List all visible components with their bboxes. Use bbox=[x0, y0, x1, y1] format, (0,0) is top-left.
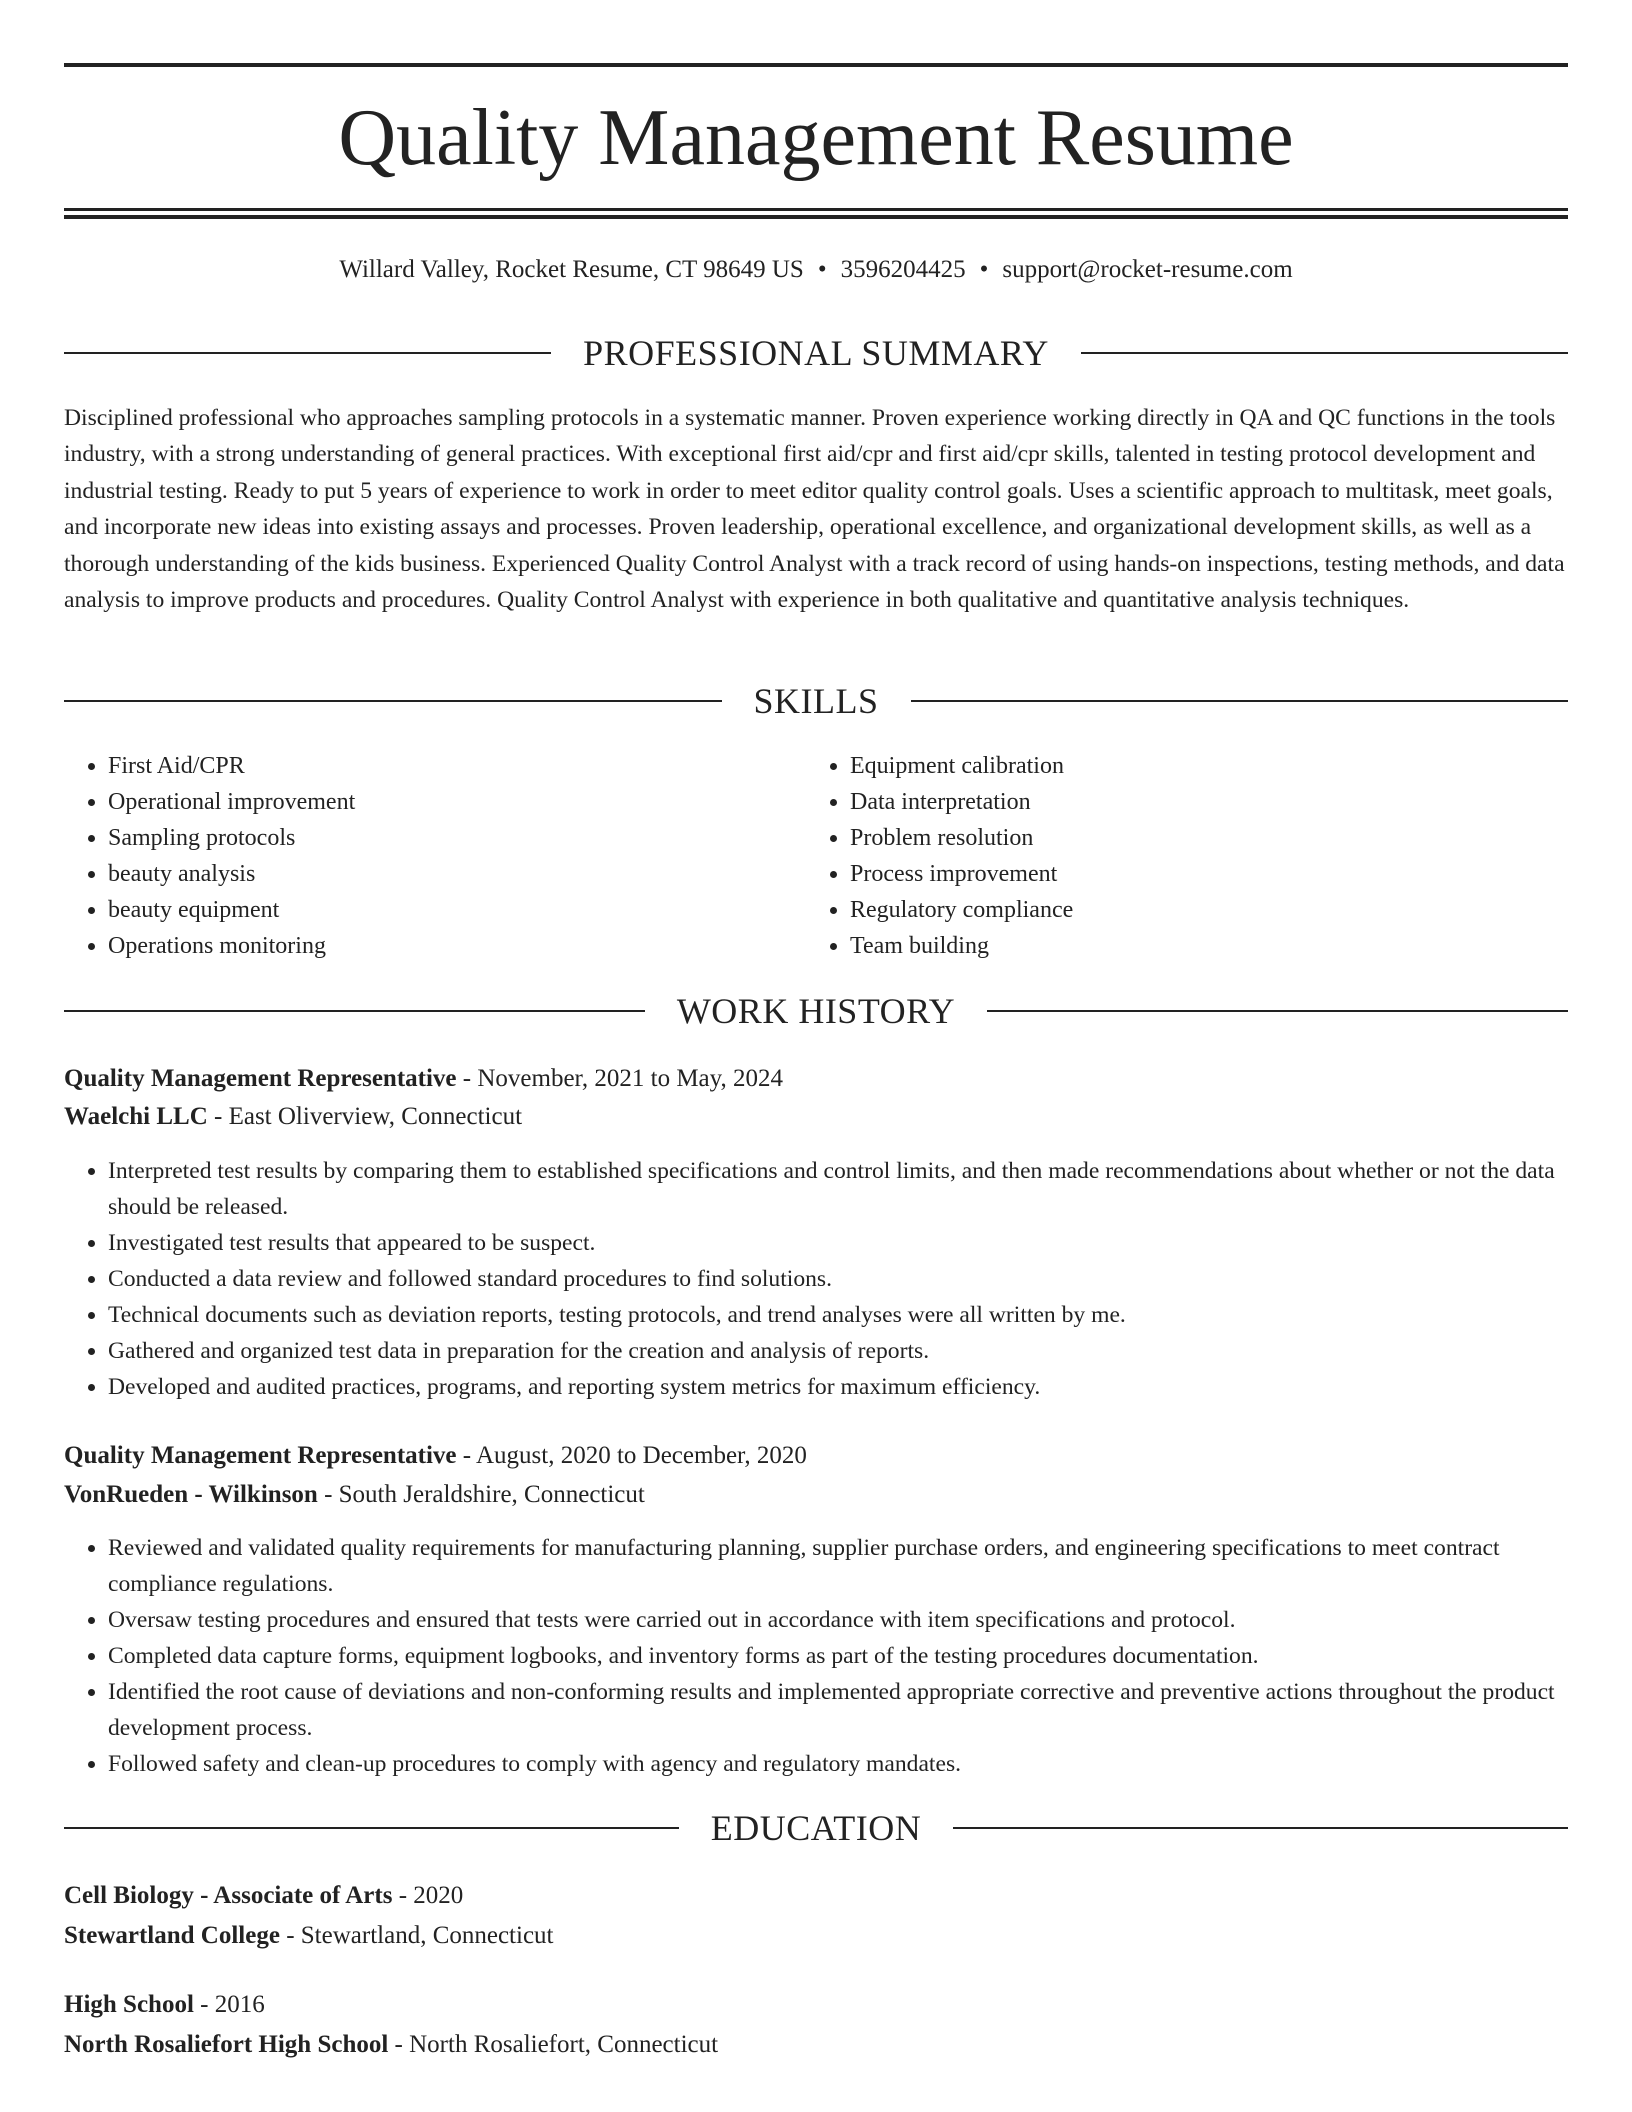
skill-item: • Process improvement bbox=[850, 856, 1073, 892]
skill-item: • Data interpretation bbox=[850, 784, 1073, 820]
job-bullet: • Identified the root cause of deviations and non-conforming results and implemented appropriate corrective and preventive actions throughout the product development process. bbox=[108, 1674, 1568, 1746]
job-title: Quality Management Representative bbox=[64, 1442, 457, 1469]
education-degree: High School bbox=[64, 1991, 194, 2018]
contact-separator: • bbox=[817, 256, 827, 283]
section-rule bbox=[64, 1827, 679, 1829]
education-location: - Stewartland, Connecticut bbox=[286, 1922, 554, 1949]
job-bullet: • Investigated test results that appeared to be suspect. bbox=[108, 1225, 1568, 1261]
skill-item: • Sampling protocols bbox=[108, 820, 355, 856]
skills-list-right bbox=[806, 748, 1073, 964]
education-degree: Cell Biology - Associate of Arts bbox=[64, 1882, 393, 1909]
job-bullet: • Completed data capture forms, equipment logbooks, and inventory forms as part of the testing procedures documentation. bbox=[108, 1638, 1568, 1674]
skill-item: • Equipment calibration bbox=[850, 748, 1073, 784]
job-title-line bbox=[64, 1061, 1568, 1097]
skill-item: • beauty equipment bbox=[108, 892, 355, 928]
job-location: - East Oliverview, Connecticut bbox=[214, 1103, 523, 1130]
skill-item: • First Aid/CPR bbox=[108, 748, 355, 784]
education-location: - North Rosaliefort, Connecticut bbox=[394, 2031, 719, 2058]
job-title-line bbox=[64, 1438, 1568, 1474]
summary-text: Disciplined professional who approaches sampling protocols in a systematic manner. Proven experience working directly in QA and QC functions in the tools industry, with a strong understanding of general practices. With exceptional first aid/cpr and first aid/cpr skills, talented in testing protocol development and industrial testing. Ready to put 5 years of experience to work in order to meet editor quality control goals. Uses a scientific approach to multitask, meet goals, and incorporate new ideas into existing assays and processes. Proven leadership, operational excellence, and organizational development skills, as well as a thorough understanding of the kids business. Experienced Quality Control Analyst with a track record of using hands-on inspections, testing methods, and data analysis to improve products and procedures. Quality Control Analyst with experience in both qualitative and quantitative analysis techniques. bbox=[64, 405, 1565, 614]
section-heading-work: WORK HISTORY bbox=[676, 991, 956, 1031]
section-rule bbox=[953, 1827, 1568, 1829]
education-year: - 2016 bbox=[200, 1991, 265, 2018]
job-bullet: • Conducted a data review and followed standard procedures to find solutions. bbox=[108, 1261, 1568, 1297]
skill-item: • Operational improvement bbox=[108, 784, 355, 820]
education-school: Stewartland College bbox=[64, 1922, 280, 1949]
top-rule bbox=[64, 63, 1568, 67]
education-school-line bbox=[64, 2027, 1568, 2063]
contact-line bbox=[64, 252, 1568, 288]
resume-title: Quality Management Resume bbox=[338, 94, 1294, 182]
section-rule bbox=[64, 700, 722, 702]
section-rule bbox=[911, 700, 1569, 702]
section-rule bbox=[1081, 352, 1568, 354]
job-dates: - November, 2021 to May, 2024 bbox=[462, 1065, 784, 1092]
job-company-line bbox=[64, 1099, 1568, 1135]
skill-item: • Operations monitoring bbox=[108, 928, 355, 964]
job-bullets bbox=[64, 1153, 1568, 1405]
education-degree-line bbox=[64, 1878, 1568, 1914]
work-section-header bbox=[64, 989, 1568, 1033]
section-heading-skills: SKILLS bbox=[753, 681, 879, 721]
summary-section-header bbox=[64, 331, 1568, 375]
job-company-line bbox=[64, 1477, 1568, 1513]
section-rule bbox=[64, 352, 551, 354]
skill-item: • Problem resolution bbox=[850, 820, 1073, 856]
job-title: Quality Management Representative bbox=[64, 1065, 457, 1092]
job-bullet: • Oversaw testing procedures and ensured that tests were carried out in accordance with item specifications and protocol. bbox=[108, 1602, 1568, 1638]
contact-email: support@rocket-resume.com bbox=[1002, 256, 1293, 283]
education-year: - 2020 bbox=[398, 1882, 464, 1909]
skills-list-left bbox=[64, 748, 355, 964]
job-location: - South Jeraldshire, Connecticut bbox=[324, 1481, 645, 1508]
contact-phone: 3596204425 bbox=[840, 256, 966, 283]
job-bullet: • Interpreted test results by comparing them to established specifications and control limits, and then made recommendations about whether or not the data should be released. bbox=[108, 1153, 1568, 1225]
skill-item: • Team building bbox=[850, 928, 1073, 964]
section-heading-summary: PROFESSIONAL SUMMARY bbox=[583, 333, 1049, 373]
section-rule bbox=[987, 1010, 1568, 1012]
job-bullet: • Reviewed and validated quality requirements for manufacturing planning, supplier purchase orders, and engineering specifications to meet contract compliance regulations. bbox=[108, 1530, 1568, 1602]
skill-item: • Regulatory compliance bbox=[850, 892, 1073, 928]
section-rule bbox=[64, 1010, 645, 1012]
skill-item: • beauty analysis bbox=[108, 856, 355, 892]
title-double-rule bbox=[64, 208, 1568, 219]
education-school: North Rosaliefort High School bbox=[64, 2031, 389, 2058]
job-bullet: • Followed safety and clean-up procedures to comply with agency and regulatory mandates. bbox=[108, 1746, 1568, 1782]
job-dates: - August, 2020 to December, 2020 bbox=[462, 1442, 807, 1469]
contact-address: Willard Valley, Rocket Resume, CT 98649 US bbox=[339, 256, 804, 283]
education-section-header bbox=[64, 1806, 1568, 1850]
job-company: Waelchi LLC bbox=[64, 1103, 208, 1130]
section-heading-education: EDUCATION bbox=[710, 1808, 922, 1848]
job-bullet: • Gathered and organized test data in preparation for the creation and analysis of reports. bbox=[108, 1333, 1568, 1369]
contact-separator: • bbox=[979, 256, 989, 283]
skills-section-header bbox=[64, 679, 1568, 723]
education-degree-line bbox=[64, 1987, 1568, 2023]
job-bullet: • Technical documents such as deviation reports, testing protocols, and trend analyses were all written by me. bbox=[108, 1297, 1568, 1333]
job-bullet: • Developed and audited practices, programs, and reporting system metrics for maximum efficiency. bbox=[108, 1369, 1568, 1405]
job-company: VonRueden - Wilkinson bbox=[64, 1481, 318, 1508]
job-bullets bbox=[64, 1530, 1568, 1782]
education-school-line bbox=[64, 1918, 1568, 1954]
